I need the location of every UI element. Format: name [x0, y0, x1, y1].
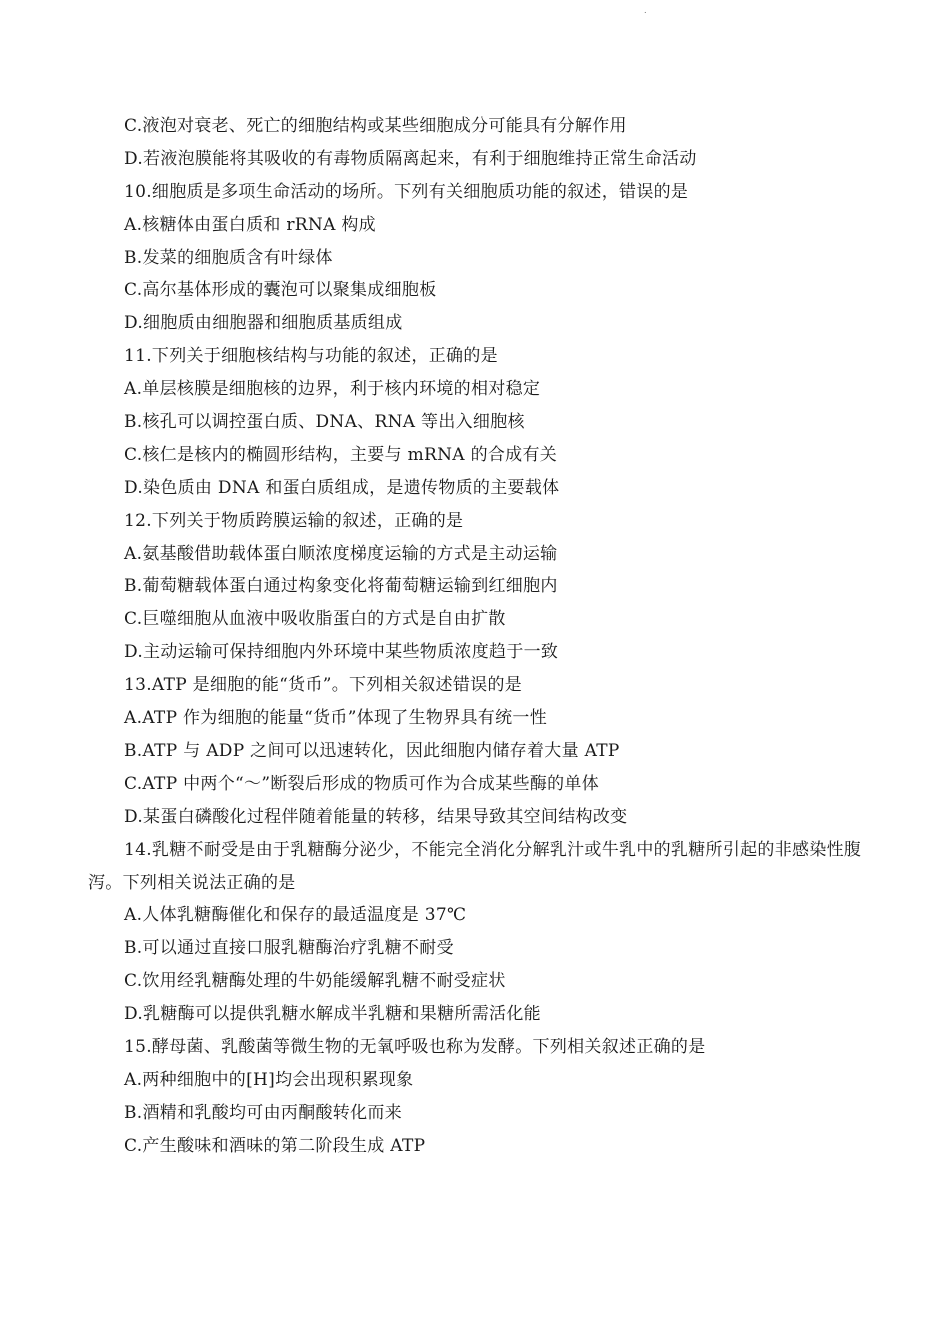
q10-option-b: B.发菜的细胞质含有叶绿体 [124, 247, 333, 268]
q11-option-c: C.核仁是核内的椭圆形结构，主要与 mRNA 的合成有关 [124, 444, 558, 465]
q9-option-c: C.液泡对衰老、死亡的细胞结构或某些细胞成分可能具有分解作用 [124, 116, 627, 136]
q14-option-b: B.可以通过直接口服乳糖酶治疗乳糖不耐受 [124, 938, 454, 959]
q15-stem: 15.酵母菌、乳酸菌等微生物的无氧呼吸也称为发酵。下列相关叙述正确的是 [124, 1036, 706, 1057]
q11-option-a: A.单层核膜是细胞核的边界，利于核内环境的相对稳定 [124, 379, 541, 400]
page-mark: . [644, 6, 647, 15]
q12-stem: 12.下列关于物质跨膜运输的叙述，正确的是 [124, 510, 464, 531]
q15-option-b: B.酒精和乳酸均可由丙酮酸转化而来 [124, 1102, 402, 1123]
q10-option-c: C.高尔基体形成的囊泡可以聚集成细胞板 [124, 280, 437, 301]
q13-option-c: C.ATP 中两个“～”断裂后形成的物质可作为合成某些酶的单体 [124, 773, 600, 794]
document-body [88, 110, 878, 1163]
q10-stem: 10.细胞质是多项生命活动的场所。下列有关细胞质功能的叙述，错误的是 [124, 181, 689, 202]
q14-option-c: C.饮用经乳糖酶处理的牛奶能缓解乳糖不耐受症状 [124, 971, 506, 992]
q10-option-a: A.核糖体由蛋白质和 rRNA 构成 [124, 214, 376, 235]
q13-option-b: B.ATP 与 ADP 之间可以迅速转化，因此细胞内储存着大量 ATP [124, 740, 620, 761]
q11-stem: 11.下列关于细胞核结构与功能的叙述，正确的是 [124, 346, 498, 367]
q9-option-d: D.若液泡膜能将其吸收的有毒物质隔离起来，有利于细胞维持正常生命活动 [124, 148, 697, 169]
q15-option-a: A.两种细胞中的[H]均会出现积累现象 [124, 1069, 414, 1090]
q13-option-d: D.某蛋白磷酸化过程伴随着能量的转移，结果导致其空间结构改变 [124, 806, 628, 827]
q11-option-b: B.核孔可以调控蛋白质、DNA、RNA 等出入细胞核 [124, 412, 525, 433]
q13-option-a: A.ATP 作为细胞的能量“货币”体现了生物界具有统一性 [124, 708, 547, 729]
q14-option-a: A.人体乳糖酶催化和保存的最适温度是 37℃ [124, 905, 467, 926]
q14-stem: 14.乳糖不耐受是由于乳糖酶分泌少，不能完全消化分解乳汁或牛乳中的乳糖所引起的非感染性腹泻。下列相关说法正确的是 [88, 839, 862, 893]
q10-option-d: D.细胞质由细胞器和细胞质基质组成 [124, 313, 403, 334]
q12-option-c: C.巨噬细胞从血液中吸收脂蛋白的方式是自由扩散 [124, 609, 506, 630]
q12-option-d: D.主动运输可保持细胞内外环境中某些物质浓度趋于一致 [124, 642, 559, 663]
q11-option-d: D.染色质由 DNA 和蛋白质组成，是遗传物质的主要载体 [124, 477, 560, 498]
q14-option-d: D.乳糖酶可以提供乳糖水解成半乳糖和果糖所需活化能 [124, 1004, 541, 1025]
q15-option-c: C.产生酸味和酒味的第二阶段生成 ATP [124, 1135, 426, 1156]
q13-stem: 13.ATP 是细胞的能“货币”。下列相关叙述错误的是 [124, 675, 523, 696]
q12-option-b: B.葡萄糖载体蛋白通过构象变化将葡萄糖运输到红细胞内 [124, 576, 558, 597]
q12-option-a: A.氨基酸借助载体蛋白顺浓度梯度运输的方式是主动运输 [124, 543, 558, 564]
